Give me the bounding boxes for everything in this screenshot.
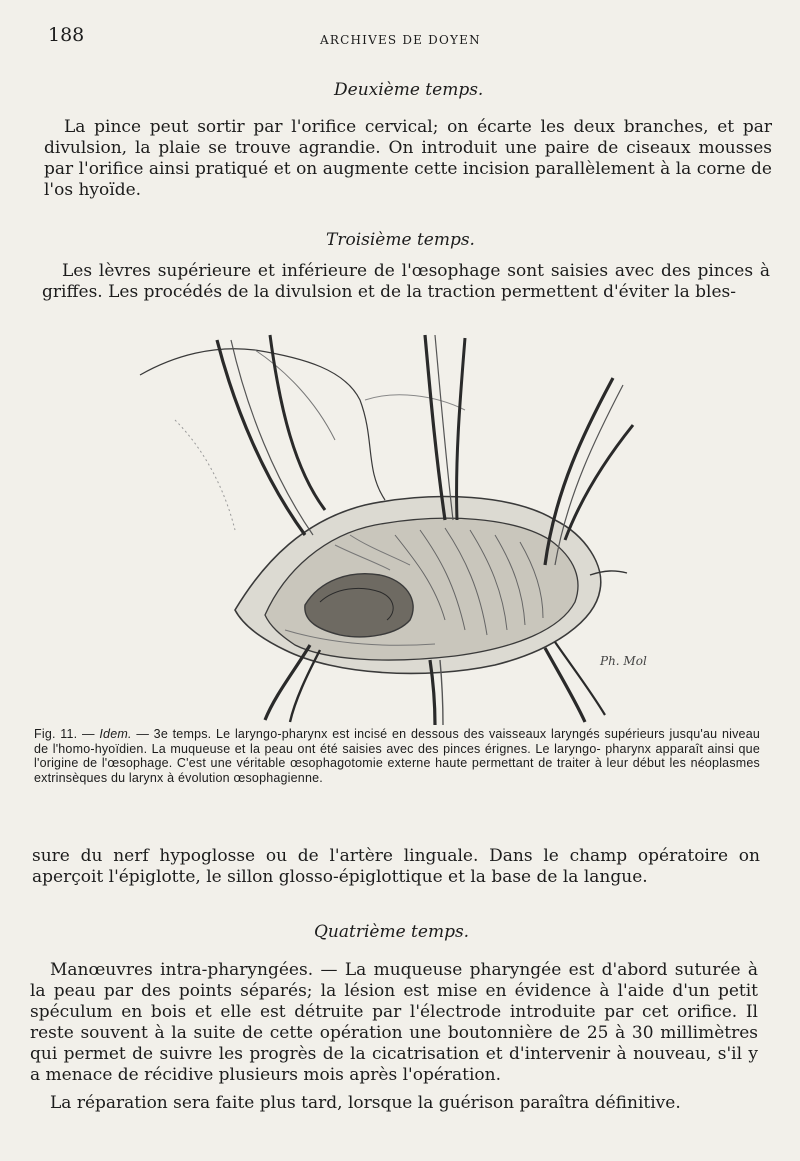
paragraph-quatrieme xyxy=(30,960,758,1086)
paragraph-quatrieme-final xyxy=(30,1093,758,1114)
figure-caption xyxy=(34,727,760,785)
artist-signature: Ph. Mol xyxy=(600,654,647,668)
caption-idem: Idem. xyxy=(99,727,132,741)
section-title-deuxieme: Deuxième temps. xyxy=(334,80,484,100)
surgical-illustration xyxy=(135,330,660,730)
surgical-figure-11 xyxy=(135,330,660,730)
section-title-quatrieme: Quatrième temps. xyxy=(314,922,470,942)
paragraph-quatrieme-final-text: La réparation sera faite plus tard, lorsque la guérison paraîtra définitive. xyxy=(50,1093,681,1113)
paragraph-troisieme xyxy=(42,261,770,303)
paragraph-quatrieme-text: Manœuvres intra-pharyngées. — La muqueuse pharyngée est d'abord suturée à la peau par des points séparés; la lésion est mise en évidence à l'aide d'un petit spéculum en bois et elle est détruite par l'électrode introduite par cet orifice. Il reste souvent à la suite de cette opération une boutonnière de 25 à 30 millimètres qui permet de suivre les progrès de la cicatrisation et d'intervenir à nouveau, s'il y a menace de récidive plusieurs mois après l'opération. xyxy=(30,960,758,1085)
section-title-troisieme: Troisième temps. xyxy=(326,230,475,250)
page-number: 188 xyxy=(48,24,85,46)
paragraph-troisieme-continued: sure du nerf hypoglosse ou de l'artère linguale. Dans le champ opératoire on aperçoit l'épiglotte, le sillon glosso-épiglottique et la base de la langue. xyxy=(32,846,760,887)
paragraph-deuxieme-text: La pince peut sortir par l'orifice cervical; on écarte les deux branches, et par divulsion, la plaie se trouve agrandie. On introduit une paire de ciseaux mousses par l'orifice ainsi pratiqué et on augmente cette incision parallèlement à la corne de l'os hyoïde. xyxy=(44,117,772,200)
caption-text: — 3e temps. Le laryngo-pharynx est incisé en dessous des vaisseaux laryngés supérieurs jusqu'au niveau de l'homo-hyoïdien. La muqueuse et la peau ont été saisies avec des pinces érignes. Le laryngo- pharynx apparaît ainsi que l'origine de l'œsophage. C'est une véritable œsophagotomie externe haute permettant de traiter à leur début les néoplasmes extrinsèques du larynx à évolution œsophagienne. xyxy=(34,727,761,785)
running-title: ARCHIVES DE DOYEN xyxy=(320,33,481,47)
paragraph-troisieme-text: Les lèvres supérieure et inférieure de l'œsophage sont saisies avec des pinces à griffes. Les procédés de la divulsion et de la traction permettent d'éviter la bles- xyxy=(42,261,770,302)
paragraph-deuxieme xyxy=(44,117,772,201)
caption-label: Fig. 11. — xyxy=(34,727,95,741)
